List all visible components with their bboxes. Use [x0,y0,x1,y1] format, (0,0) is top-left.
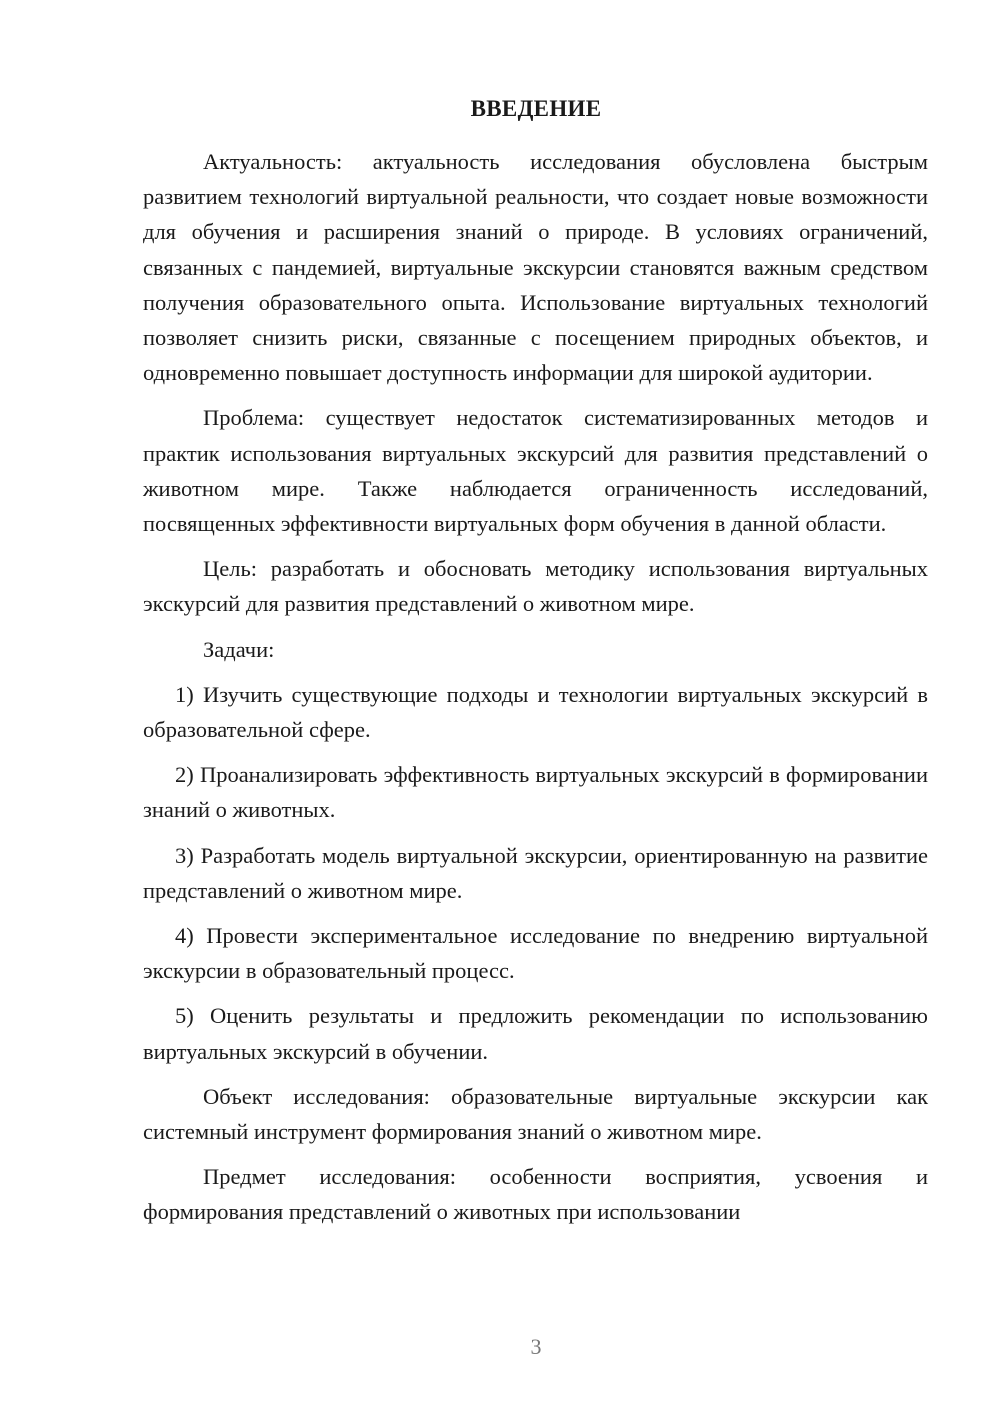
paragraph-tasks-heading: Задачи: [203,636,275,662]
paragraph-goal: Цель: разработать и обосновать методику использования виртуальных экскурсий для развития представлений о животном мире. [143,556,928,617]
document-body [143,144,928,1240]
task-item-1: 1) Изучить существующие подходы и технологии виртуальных экскурсий в образовательной сфере. [143,681,928,743]
task-item-4: 4) Провести экспериментальное исследование по внедрению виртуальной экскурсии в образовательный процесс. [143,923,928,984]
paragraph-relevance: Актуальность: актуальность исследования обусловлена быстрым развитием технологий виртуальной реальности, что создает новые возможности для обучения и расширения знаний о природе. В условиях ограничений, связанных с пандемией, виртуальные экскурсии становятся важным средством получения образовательного опыта. Использование виртуальных технологий позволяет снизить риски, связанные с посещением природных объектов, и одновременно повышает доступность информации для широкой аудитории. [143,149,928,386]
page-number: 3 [530,1334,542,1359]
task-item-2: 2) Проанализировать эффективность виртуальных экскурсий в формировании знаний о животных. [143,762,928,823]
section-title: ВВЕДЕНИЕ [470,96,602,121]
task-item-3: 3) Разработать модель виртуальной экскурсии, ориентированную на развитие представлений о животном мире. [143,842,928,903]
paragraph-object: Объект исследования: образовательные виртуальные экскурсии как системный инструмент формирования знаний о животном мире. [143,1083,928,1145]
paragraph-subject: Предмет исследования: особенности восприятия, усвоения и формирования представлений о животных при использовании [143,1164,928,1225]
task-item-5: 5) Оценить результаты и предложить рекомендации по использованию виртуальных экскурсий в обучении. [143,1003,928,1064]
paragraph-problem: Проблема: существует недостаток систематизированных методов и практик использования виртуальных экскурсий для развития представлений о животном мире. Также наблюдается ограниченность исследований, посвященных эффективности виртуальных форм обучения в данной области. [143,405,928,537]
